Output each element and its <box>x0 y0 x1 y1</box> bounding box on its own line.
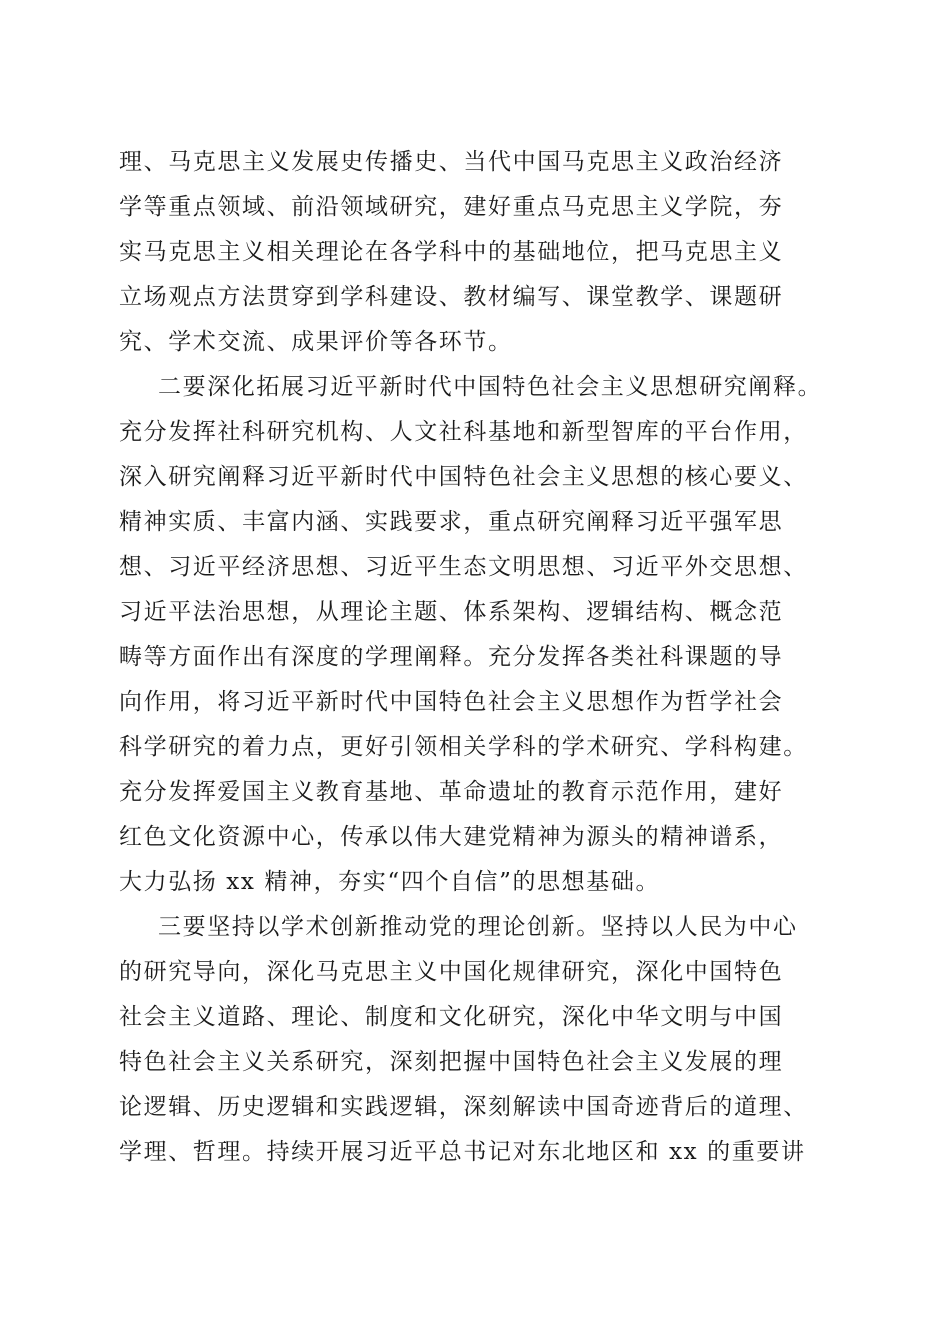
text-line: 畴等方面作出有深度的学理阐释。充分发挥各类社科课题的导 <box>119 644 784 670</box>
text-line: 想、习近平经济思想、习近平生态文明思想、习近平外交思想、 <box>119 554 808 580</box>
text-line: 红色文化资源中心，传承以伟大建党精神为源头的精神谱系， <box>119 824 784 850</box>
text-line: 理、马克思主义发展史传播史、当代中国马克思主义政治经济 <box>119 149 784 175</box>
text-line: 向作用，将习近平新时代中国特色社会主义思想作为哲学社会 <box>119 689 784 715</box>
paragraph-start-line: 三要坚持以学术创新推动党的理论创新。坚持以人民为中心 <box>158 914 798 940</box>
paragraph-start-line: 二要深化拓展习近平新时代中国特色社会主义思想研究阐释。 <box>158 374 823 400</box>
text-line: 论逻辑、历史逻辑和实践逻辑，深刻解读中国奇迹背后的道理、 <box>119 1094 808 1120</box>
text-line: 特色社会主义关系研究，深刻把握中国特色社会主义发展的理 <box>119 1049 784 1075</box>
text-line: 习近平法治思想，从理论主题、体系架构、逻辑结构、概念范 <box>119 599 784 625</box>
text-line: 实马克思主义相关理论在各学科中的基础地位，把马克思主义 <box>119 239 784 265</box>
text-line: 深入研究阐释习近平新时代中国特色社会主义思想的核心要义、 <box>119 464 808 490</box>
text-line: 精神实质、丰富内涵、实践要求，重点研究阐释习近平强军思 <box>119 509 784 535</box>
text-line: 大力弘扬 xx 精神，夯实“四个自信”的思想基础。 <box>119 869 661 895</box>
text-line: 学等重点领域、前沿领域研究，建好重点马克思主义学院，夯 <box>119 194 784 220</box>
text-line: 充分发挥爱国主义教育基地、革命遗址的教育示范作用，建好 <box>119 779 784 805</box>
text-line: 充分发挥社科研究机构、人文社科基地和新型智库的平台作用， <box>119 419 808 445</box>
text-line: 究、学术交流、成果评价等各环节。 <box>119 329 513 355</box>
text-line: 立场观点方法贯穿到学科建设、教材编写、课堂教学、课题研 <box>119 284 784 310</box>
text-line: 学理、哲理。持续开展习近平总书记对东北地区和 xx 的重要讲 <box>119 1139 806 1165</box>
text-line: 社会主义道路、理论、制度和文化研究，深化中华文明与中国 <box>119 1004 784 1030</box>
text-line: 的研究导向，深化马克思主义中国化规律研究，深化中国特色 <box>119 959 784 985</box>
text-line: 科学研究的着力点，更好引领相关学科的学术研究、学科构建。 <box>119 734 808 760</box>
